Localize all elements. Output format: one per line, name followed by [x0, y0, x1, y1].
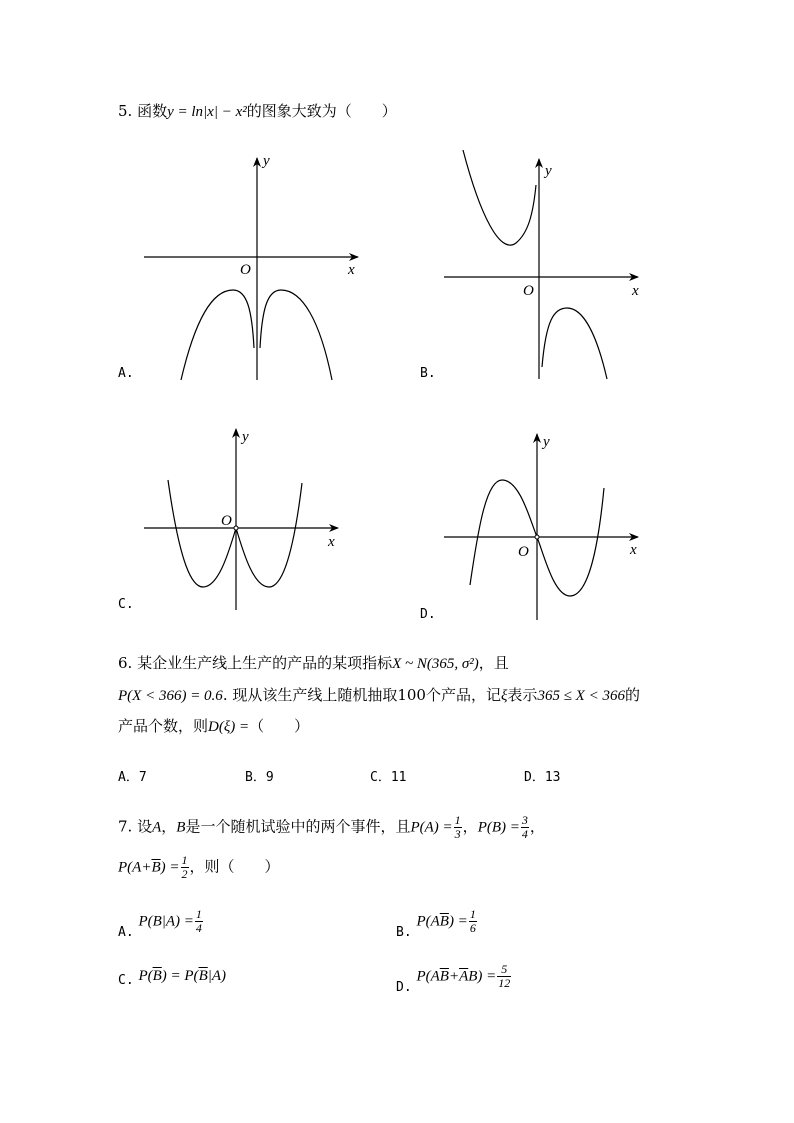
curve-upper-left	[463, 150, 536, 245]
q7-option-d-bar1: $\overline{B}$	[439, 968, 449, 985]
q7-event-a: A	[152, 819, 162, 836]
curve	[168, 480, 302, 587]
curve-left	[181, 290, 254, 380]
q6-line1	[118, 653, 509, 674]
q7-line2	[118, 854, 280, 881]
q7-text-a: 设	[137, 817, 153, 836]
x-label: x	[348, 262, 355, 278]
q7-option-a-frac: $\frac{1}{4}$	[195, 907, 202, 935]
q7-pab-pre: P(A+	[118, 859, 152, 876]
origin-label: O	[221, 513, 232, 529]
q7-pab-post: ) =	[160, 859, 180, 876]
q7-option-b-frac: $\frac{1}{6}$	[469, 907, 476, 935]
q6-line3-end: （ ）	[249, 717, 310, 735]
q7-event-b: B	[176, 819, 186, 836]
q7-sep: ，	[161, 817, 177, 836]
q6-line2-text: . 现从该生产线上随机抽取100个产品，记	[222, 686, 501, 704]
q7-tail: ，则（ ）	[189, 857, 280, 876]
q7-pa-frac: $\frac{1}{3}$	[454, 813, 461, 841]
q6-option-b: B．9	[245, 770, 274, 785]
q7-line1: 7. 设A，B是一个随机试验中的两个事件，且P(A) = $\frac{1}{3}$ ，P(B) = $\frac{3}{4}$ ，	[118, 813, 545, 841]
q7-option-a-label: A.	[118, 924, 134, 940]
q5-option-d: D.	[420, 607, 436, 622]
q7-option-c-bar1: $\overline{B}$	[152, 968, 162, 984]
q6-line2-text2: 表示	[507, 686, 538, 704]
q7-option-c-bar2: $\overline{B}$	[198, 968, 208, 984]
q6-line3	[118, 716, 309, 737]
q6-line2	[118, 685, 640, 706]
origin-point	[535, 535, 539, 539]
origin-label: O	[240, 262, 251, 278]
q7-option-b	[396, 907, 478, 940]
q7-number: 7.	[118, 817, 133, 836]
q5-option-a: A.	[118, 366, 134, 381]
q5-graph-a	[140, 150, 370, 382]
q7-option-b-post: ) =	[448, 913, 468, 930]
q5-option-c: C.	[118, 597, 134, 612]
origin-label: O	[523, 283, 534, 299]
q7-option-a-expr: P(B|A) =	[138, 913, 194, 930]
q7-pb-frac: $\frac{3}{4}$	[521, 813, 528, 841]
q5-number: 5.	[118, 102, 133, 120]
q6-line2-math2: 365 ≤ X < 366	[537, 688, 625, 704]
q7-option-b-label: B.	[396, 924, 412, 940]
q5-stem-prefix: 函数	[137, 102, 168, 120]
q5-formula: y = ln|x| − x²	[167, 104, 247, 120]
q7-option-d-frac: $\frac{5}{12}$	[498, 962, 511, 990]
y-label: y	[543, 434, 550, 450]
q5-graph-b	[440, 145, 650, 381]
x-label: x	[328, 534, 335, 550]
q6-line3-math: D(ξ) =	[208, 719, 250, 735]
x-label: x	[630, 542, 637, 558]
y-label: y	[242, 429, 249, 445]
q6-line2-end: 的	[624, 686, 640, 704]
curve-lower-right	[542, 308, 607, 379]
q6-line1-end: ，且	[478, 654, 509, 672]
y-label: y	[545, 163, 552, 179]
q7-option-d-bar2: $\overline{A}$	[459, 968, 469, 985]
q6-line1-text: 某企业生产线上生产的产品的某项指标	[137, 654, 393, 672]
curve-right	[260, 290, 332, 380]
q5-graph-d	[440, 430, 650, 622]
q6-option-a: A．7	[118, 770, 147, 785]
q6-line1-math: X ~ N(365, σ²)	[392, 656, 479, 672]
q6-line2-math: P(X < 366) = 0.6	[118, 688, 223, 704]
q7-pa: P(A) =	[410, 819, 453, 836]
q7-option-d-label: D.	[396, 979, 412, 995]
q7-pab-bar: $\overline{B}$	[151, 859, 161, 876]
q6-option-c: C．11	[370, 770, 407, 785]
q5-stem-suffix: 的图象大致为（ ）	[246, 102, 397, 120]
origin-point	[234, 526, 238, 530]
q5-option-b: B.	[420, 366, 436, 381]
q7-option-d: D. $P(A\overline{B}+\overline{A}B)$ = $\frac{5}{12}$	[396, 962, 511, 995]
q7-option-b-pre: P(A	[416, 913, 440, 930]
q5-stem	[118, 101, 397, 122]
q6-option-d: D．13	[524, 770, 561, 785]
q6-line3-text: 产品个数，则	[118, 717, 209, 735]
q6-xi: ξ	[500, 688, 508, 704]
q6-number: 6.	[118, 654, 133, 672]
q7-option-b-bar: $\overline{B}$	[439, 913, 449, 930]
q7-option-a	[118, 907, 204, 940]
y-label: y	[263, 153, 270, 169]
origin-label: O	[518, 544, 529, 560]
q7-text-b: 是一个随机试验中的两个事件，且	[185, 817, 411, 836]
q7-pb: P(B) =	[477, 819, 520, 836]
q5-graph-c	[140, 425, 350, 613]
q7-pab-frac: $\frac{1}{2}$	[181, 853, 188, 881]
q7-option-c-label: C.	[118, 973, 134, 988]
x-label: x	[632, 283, 639, 299]
q7-option-c: C. $P(\overline{B}) = P(\overline{B}|A)$	[118, 968, 227, 988]
